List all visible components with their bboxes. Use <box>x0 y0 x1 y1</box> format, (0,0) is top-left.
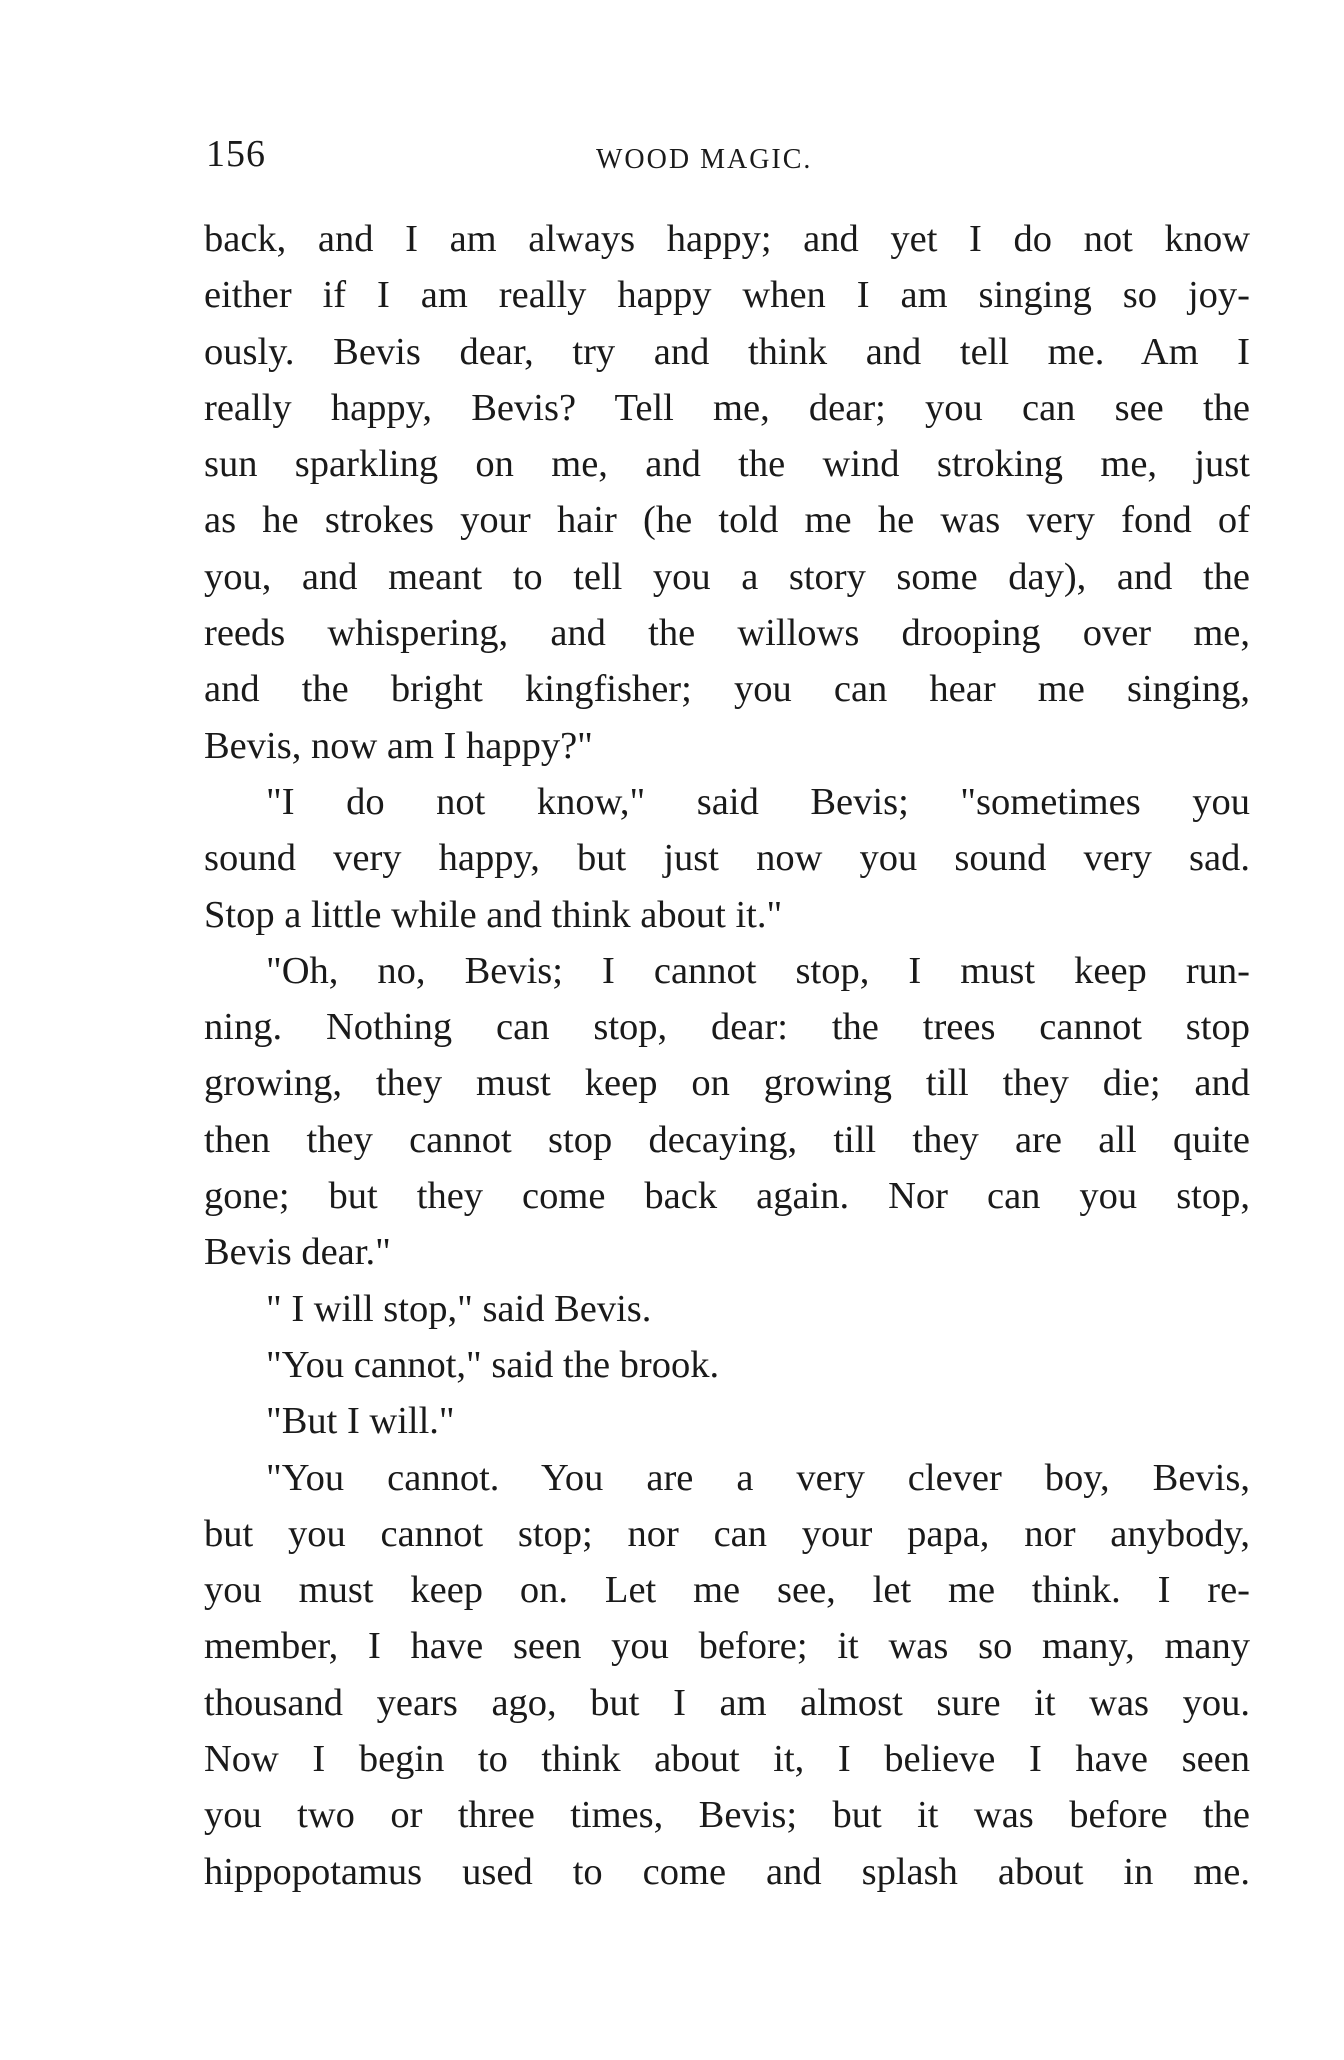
text-line: as he strokes your hair (he told me he was very fond of <box>204 499 1250 542</box>
text-line: member, I have seen you before; it was so many, many <box>204 1625 1250 1668</box>
text-line: hippopotamus used to come and splash about in me. <box>204 1850 1250 1893</box>
text-line: you must keep on. Let me see, let me think. I re- <box>204 1569 1250 1612</box>
text-line: sun sparkling on me, and the wind stroking me, just <box>204 443 1250 486</box>
text-line: really happy, Bevis? Tell me, dear; you can see the <box>204 386 1250 429</box>
text-line: Now I begin to think about it, I believe I have seen <box>204 1738 1250 1781</box>
body-text <box>204 211 1250 1900</box>
text-line: "But I will." <box>266 1400 455 1443</box>
text-line: gone; but they come back again. Nor can you stop, <box>204 1175 1250 1218</box>
text-line: then they cannot stop decaying, till they are all quite <box>204 1118 1250 1161</box>
page-header <box>206 132 1250 182</box>
text-line: back, and I am always happy; and yet I do not know <box>204 218 1250 260</box>
text-line: ning. Nothing can stop, dear: the trees cannot stop <box>204 1006 1250 1049</box>
text-line: you two or three times, Bevis; but it was before the <box>204 1794 1250 1837</box>
text-line: and the bright kingfisher; you can hear me singing, <box>204 668 1250 711</box>
text-line: "You cannot," said the brook. <box>266 1343 720 1386</box>
text-line: Stop a little while and think about it." <box>204 893 783 936</box>
text-line: " I will stop," said Bevis. <box>266 1287 652 1330</box>
text-line: thousand years ago, but I am almost sure it was you. <box>204 1681 1250 1724</box>
text-line: Bevis, now am I happy?" <box>204 724 593 767</box>
text-line: growing, they must keep on growing till they die; and <box>204 1062 1250 1105</box>
text-line: "You cannot. You are a very clever boy, Bevis, <box>266 1456 1250 1499</box>
text-line: "I do not know," said Bevis; "sometimes you <box>266 780 1250 823</box>
text-line: Bevis dear." <box>204 1231 391 1274</box>
page-number: 156 <box>206 133 266 175</box>
text-line: but you cannot stop; nor can your papa, nor anybody, <box>204 1512 1250 1555</box>
text-line: reeds whispering, and the willows drooping over me, <box>204 612 1250 655</box>
text-line: you, and meant to tell you a story some day), and the <box>204 555 1250 598</box>
running-head: WOOD MAGIC. <box>596 144 813 175</box>
text-line: "Oh, no, Bevis; I cannot stop, I must keep run- <box>266 949 1250 992</box>
text-line: ously. Bevis dear, try and think and tell me. Am I <box>204 330 1250 373</box>
text-line: either if I am really happy when I am singing so joy- <box>204 274 1250 317</box>
text-line: sound very happy, but just now you sound very sad. <box>204 837 1250 880</box>
